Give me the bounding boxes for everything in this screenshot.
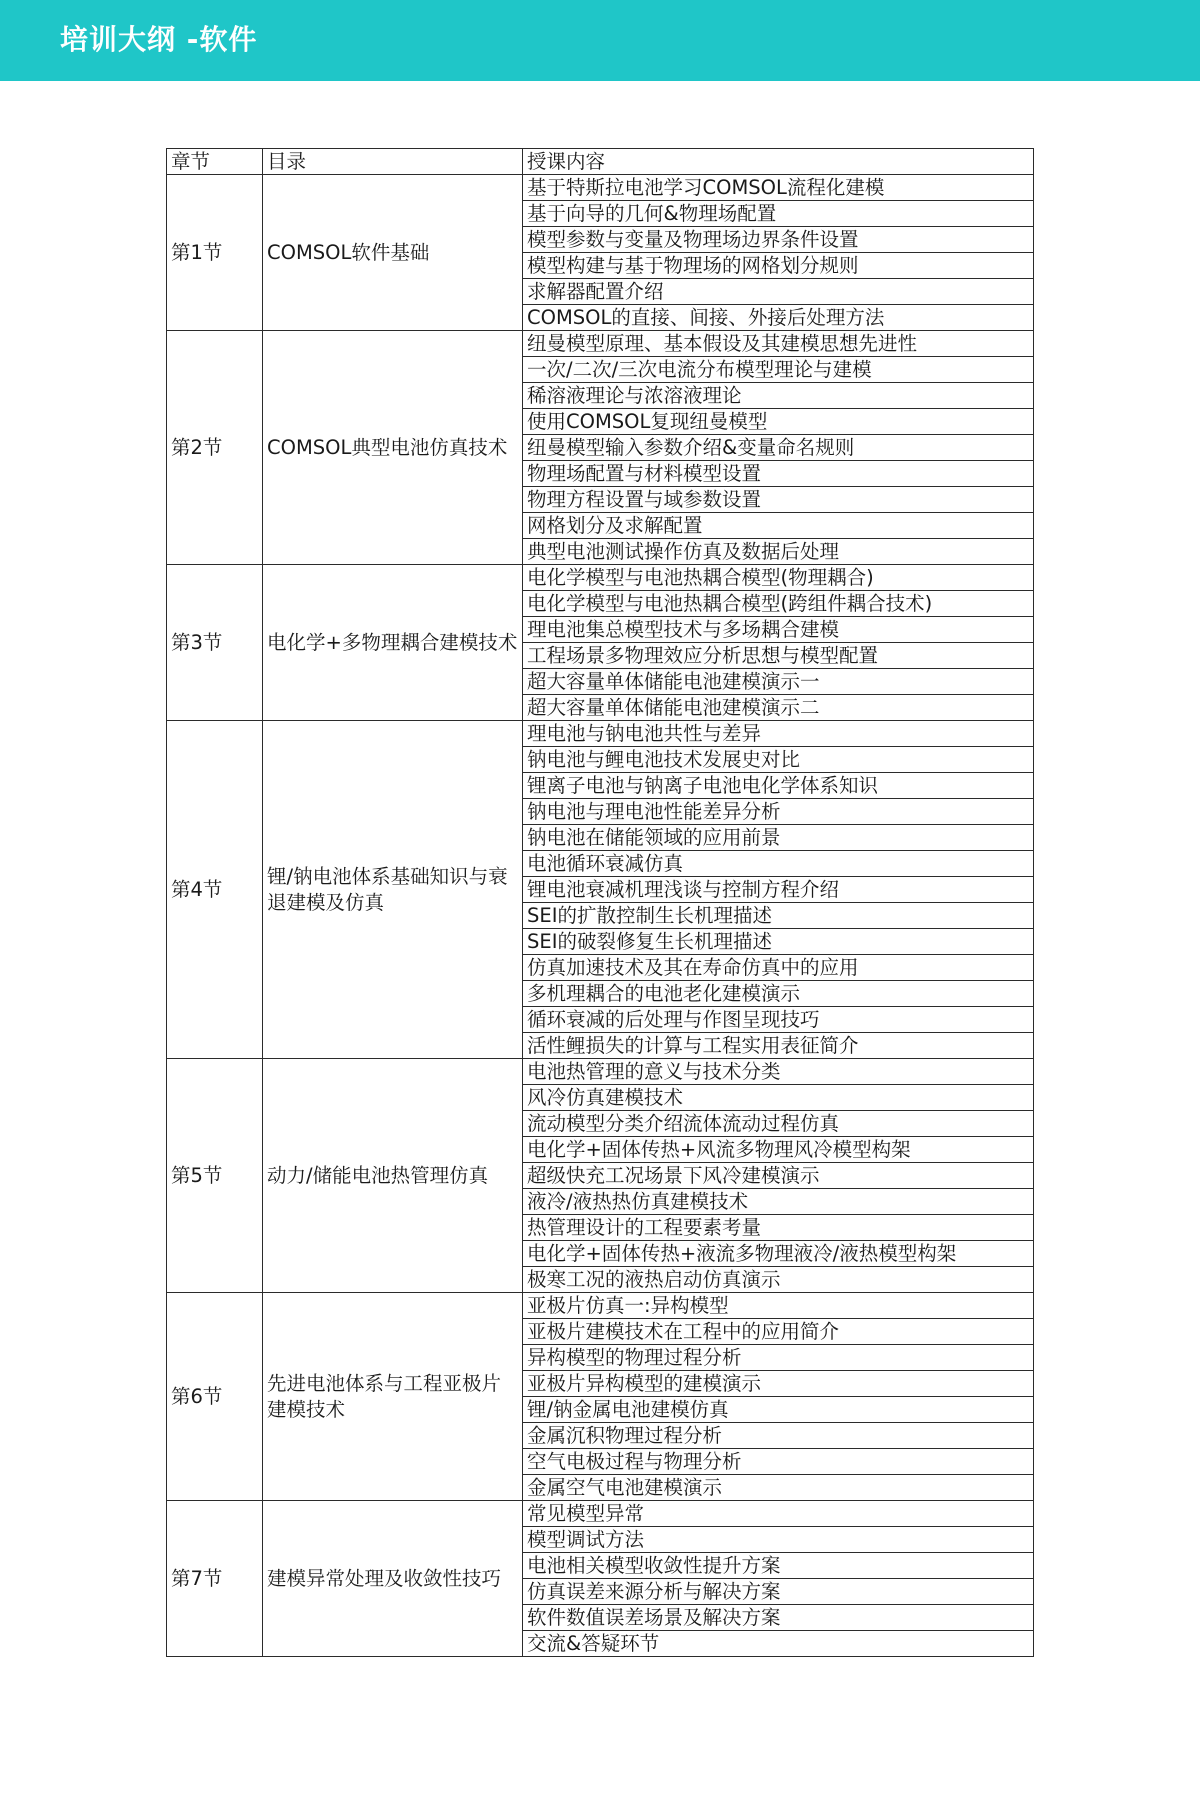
table-row [167, 175, 1034, 201]
topic-cell: SEI的扩散控制生长机理描述 [523, 903, 1034, 929]
syllabus-table [166, 148, 1034, 1657]
topic-cell: 锂/钠金属电池建模仿真 [523, 1397, 1034, 1423]
table-header-row [167, 149, 1034, 175]
chapter-cell: 第5节 [167, 1059, 263, 1293]
topic-cell: 热管理设计的工程要素考量 [523, 1215, 1034, 1241]
topic-cell: 一次/二次/三次电流分布模型理论与建模 [523, 357, 1034, 383]
topic-cell: 模型调试方法 [523, 1527, 1034, 1553]
topic-cell: 电化学+固体传热+风流多物理风冷模型构架 [523, 1137, 1034, 1163]
topic-cell: 亚极片建模技术在工程中的应用简介 [523, 1319, 1034, 1345]
topic-cell: 理电池集总模型技术与多场耦合建模 [523, 617, 1034, 643]
column-header-content: 授课内容 [523, 149, 1034, 175]
topic-cell: 电池相关模型收敛性提升方案 [523, 1553, 1034, 1579]
topic-cell: 钠电池与理电池性能差异分析 [523, 799, 1034, 825]
directory-cell: COMSOL典型电池仿真技术 [263, 331, 523, 565]
topic-cell: 金属沉积物理过程分析 [523, 1423, 1034, 1449]
header-bar [0, 0, 1200, 81]
topic-cell: 典型电池测试操作仿真及数据后处理 [523, 539, 1034, 565]
topic-cell: 超大容量单体储能电池建模演示二 [523, 695, 1034, 721]
column-header-chapter: 章节 [167, 149, 263, 175]
topic-cell: 超大容量单体储能电池建模演示一 [523, 669, 1034, 695]
topic-cell: 循环衰减的后处理与作图呈现技巧 [523, 1007, 1034, 1033]
topic-cell: 物理场配置与材料模型设置 [523, 461, 1034, 487]
topic-cell: 基于向导的几何&物理场配置 [523, 201, 1034, 227]
chapter-cell: 第6节 [167, 1293, 263, 1501]
topic-cell: 电池循环衰减仿真 [523, 851, 1034, 877]
chapter-cell: 第4节 [167, 721, 263, 1059]
table-row [167, 1059, 1034, 1085]
topic-cell: 金属空气电池建模演示 [523, 1475, 1034, 1501]
topic-cell: 网格划分及求解配置 [523, 513, 1034, 539]
topic-cell: 仿真误差来源分析与解决方案 [523, 1579, 1034, 1605]
topic-cell: 亚极片异构模型的建模演示 [523, 1371, 1034, 1397]
topic-cell: 多机理耦合的电池老化建模演示 [523, 981, 1034, 1007]
table-row [167, 1501, 1034, 1527]
topic-cell: 模型构建与基于物理场的网格划分规则 [523, 253, 1034, 279]
directory-cell: 先进电池体系与工程亚极片建模技术 [263, 1293, 523, 1501]
directory-cell: COMSOL软件基础 [263, 175, 523, 331]
directory-cell: 锂/钠电池体系基础知识与衰退建模及仿真 [263, 721, 523, 1059]
table-body [167, 175, 1034, 1657]
chapter-cell: 第2节 [167, 331, 263, 565]
topic-cell: 交流&答疑环节 [523, 1631, 1034, 1657]
table-row [167, 331, 1034, 357]
topic-cell: 常见模型异常 [523, 1501, 1034, 1527]
chapter-cell: 第7节 [167, 1501, 263, 1657]
topic-cell: 空气电极过程与物理分析 [523, 1449, 1034, 1475]
page-title: 培训大纲 -软件 [60, 23, 258, 56]
directory-cell: 电化学+多物理耦合建模技术 [263, 565, 523, 721]
topic-cell: 锂离子电池与钠离子电池电化学体系知识 [523, 773, 1034, 799]
table-row [167, 1293, 1034, 1319]
topic-cell: 工程场景多物理效应分析思想与模型配置 [523, 643, 1034, 669]
topic-cell: 风冷仿真建模技术 [523, 1085, 1034, 1111]
topic-cell: 基于特斯拉电池学习COMSOL流程化建模 [523, 175, 1034, 201]
topic-cell: SEI的破裂修复生长机理描述 [523, 929, 1034, 955]
topic-cell: 纽曼模型原理、基本假设及其建模思想先进性 [523, 331, 1034, 357]
topic-cell: 锂电池衰减机理浅谈与控制方程介绍 [523, 877, 1034, 903]
topic-cell: 钠电池与鲤电池技术发展史对比 [523, 747, 1034, 773]
directory-cell: 动力/储能电池热管理仿真 [263, 1059, 523, 1293]
topic-cell: 极寒工况的液热启动仿真演示 [523, 1267, 1034, 1293]
topic-cell: 亚极片仿真一:异构模型 [523, 1293, 1034, 1319]
topic-cell: 超级快充工况场景下风冷建模演示 [523, 1163, 1034, 1189]
topic-cell: 电化学+固体传热+液流多物理液冷/液热模型构架 [523, 1241, 1034, 1267]
topic-cell: 活性鲤损失的计算与工程实用表征简介 [523, 1033, 1034, 1059]
topic-cell: 电化学模型与电池热耦合模型(跨组件耦合技术) [523, 591, 1034, 617]
topic-cell: 理电池与钠电池共性与差异 [523, 721, 1034, 747]
topic-cell: 使用COMSOL复现纽曼模型 [523, 409, 1034, 435]
topic-cell: 求解器配置介绍 [523, 279, 1034, 305]
table-row [167, 565, 1034, 591]
topic-cell: 异构模型的物理过程分析 [523, 1345, 1034, 1371]
topic-cell: COMSOL的直接、间接、外接后处理方法 [523, 305, 1034, 331]
topic-cell: 仿真加速技术及其在寿命仿真中的应用 [523, 955, 1034, 981]
chapter-cell: 第1节 [167, 175, 263, 331]
topic-cell: 纽曼模型输入参数介绍&变量命名规则 [523, 435, 1034, 461]
topic-cell: 电化学模型与电池热耦合模型(物理耦合) [523, 565, 1034, 591]
topic-cell: 流动模型分类介绍流体流动过程仿真 [523, 1111, 1034, 1137]
column-header-directory: 目录 [263, 149, 523, 175]
chapter-cell: 第3节 [167, 565, 263, 721]
table-row [167, 721, 1034, 747]
topic-cell: 钠电池在储能领域的应用前景 [523, 825, 1034, 851]
topic-cell: 模型参数与变量及物理场边界条件设置 [523, 227, 1034, 253]
topic-cell: 液冷/液热热仿真建模技术 [523, 1189, 1034, 1215]
topic-cell: 稀溶液理论与浓溶液理论 [523, 383, 1034, 409]
topic-cell: 电池热管理的意义与技术分类 [523, 1059, 1034, 1085]
topic-cell: 软件数值误差场景及解决方案 [523, 1605, 1034, 1631]
directory-cell: 建模异常处理及收敛性技巧 [263, 1501, 523, 1657]
topic-cell: 物理方程设置与域参数设置 [523, 487, 1034, 513]
